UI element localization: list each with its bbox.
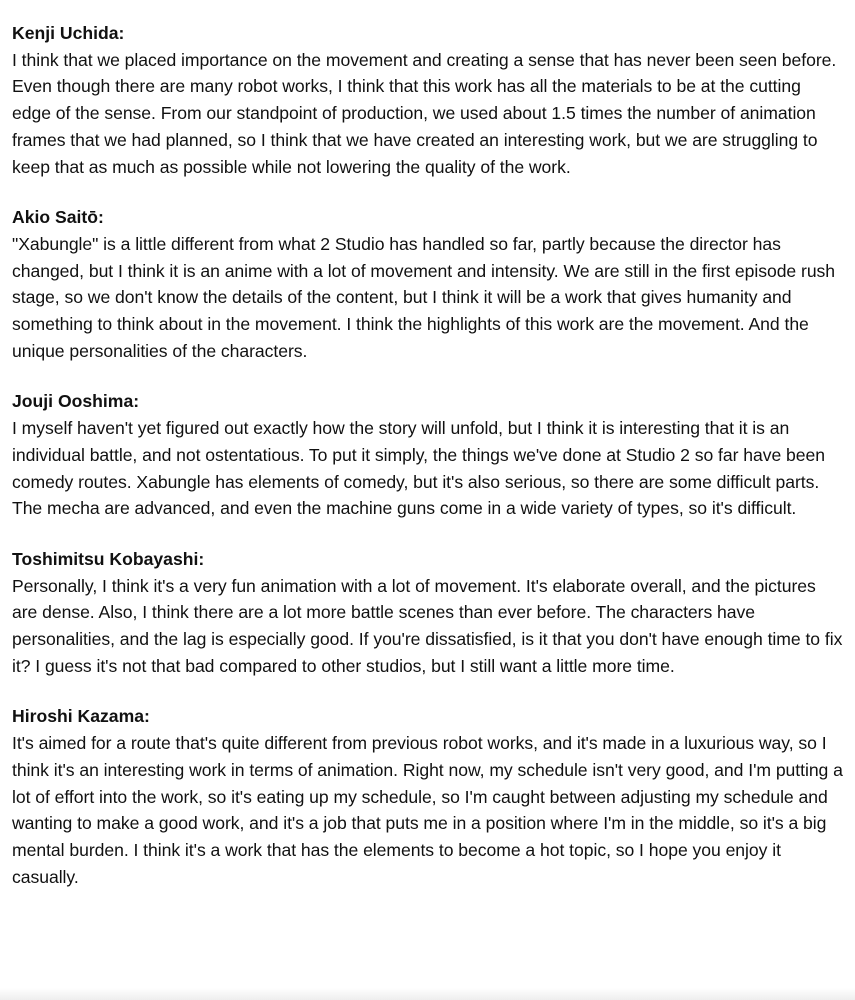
speaker-name: Hiroshi Kazama:: [12, 706, 150, 727]
speaker-quote: It's aimed for a route that's quite different from previous robot works, and it's made in a luxurious way, so I think it's an interesting work in terms of animation. Right now, my schedule isn't very good, and I'm putting a lot of effort into the work, so it's eating up my schedule, so I'm caught between adjusting my schedule and wanting to make a good work, and it's a job that puts me in a position where I'm in the middle, so it's a big mental burden. I think it's a work that has the elements to become a hot topic, so I hope you enjoy it casually.: [12, 733, 843, 887]
speaker-quote: Personally, I think it's a very fun animation with a lot of movement. It's elaborate overall, and the pictures are dense. Also, I think there are a lot more battle scenes than ever before. The characters have personalities, and the lag is especially good. If you're dissatisfied, is it that you don't have enough time to fix it? I guess it's not that bad compared to other studios, but I still want a little more time.: [12, 575, 843, 676]
page-bottom-edge: [0, 988, 855, 1000]
speaker-quote: I myself haven't yet figured out exactly how the story will unfold, but I think it is interesting that it is an individual battle, and not ostentatious. To put it simply, the things we've done at Studio 2 so far have been comedy routes. Xabungle has elements of comedy, but it's also serious, so there are some difficult parts. The mecha are advanced, and even the machine guns come in a wide variety of types, so it's difficult.: [12, 418, 825, 519]
speaker-name: Akio Saitō:: [12, 207, 104, 228]
interview-entry-akio-saito: [12, 204, 843, 364]
speaker-name: Toshimitsu Kobayashi:: [12, 548, 205, 569]
speaker-name: Kenji Uchida:: [12, 23, 125, 43]
interview-entry-hiroshi-kazama: [12, 703, 843, 890]
speaker-quote: "Xabungle" is a little different from what 2 Studio has handled so far, partly because the director has changed, but I think it is an anime with a lot of movement and intensity. We are still in the first episode rush stage, so we don't know the details of the content, but I think it will be a work that gives humanity and something to think about in the movement. I think the highlights of this work are the movement. And the unique personalities of the characters.: [12, 233, 836, 361]
interview-entry-kenji-uchida: [12, 20, 843, 180]
speaker-name: Jouji Ooshima:: [12, 391, 140, 412]
interview-entry-toshimitsu-kobayashi: [12, 546, 843, 680]
speaker-quote: I think that we placed importance on the movement and creating a sense that has never been seen before. Even though there are many robot works, I think that this work has all the materials to be at the cutting edge of the sense. From our standpoint of production, we used about 1.5 times the number of animation frames that we had planned, so I think that we have created an interesting work, but we are struggling to keep that as much as possible while not lowering the quality of the work.: [12, 49, 837, 177]
interview-entry-jouji-ooshima: [12, 388, 843, 522]
